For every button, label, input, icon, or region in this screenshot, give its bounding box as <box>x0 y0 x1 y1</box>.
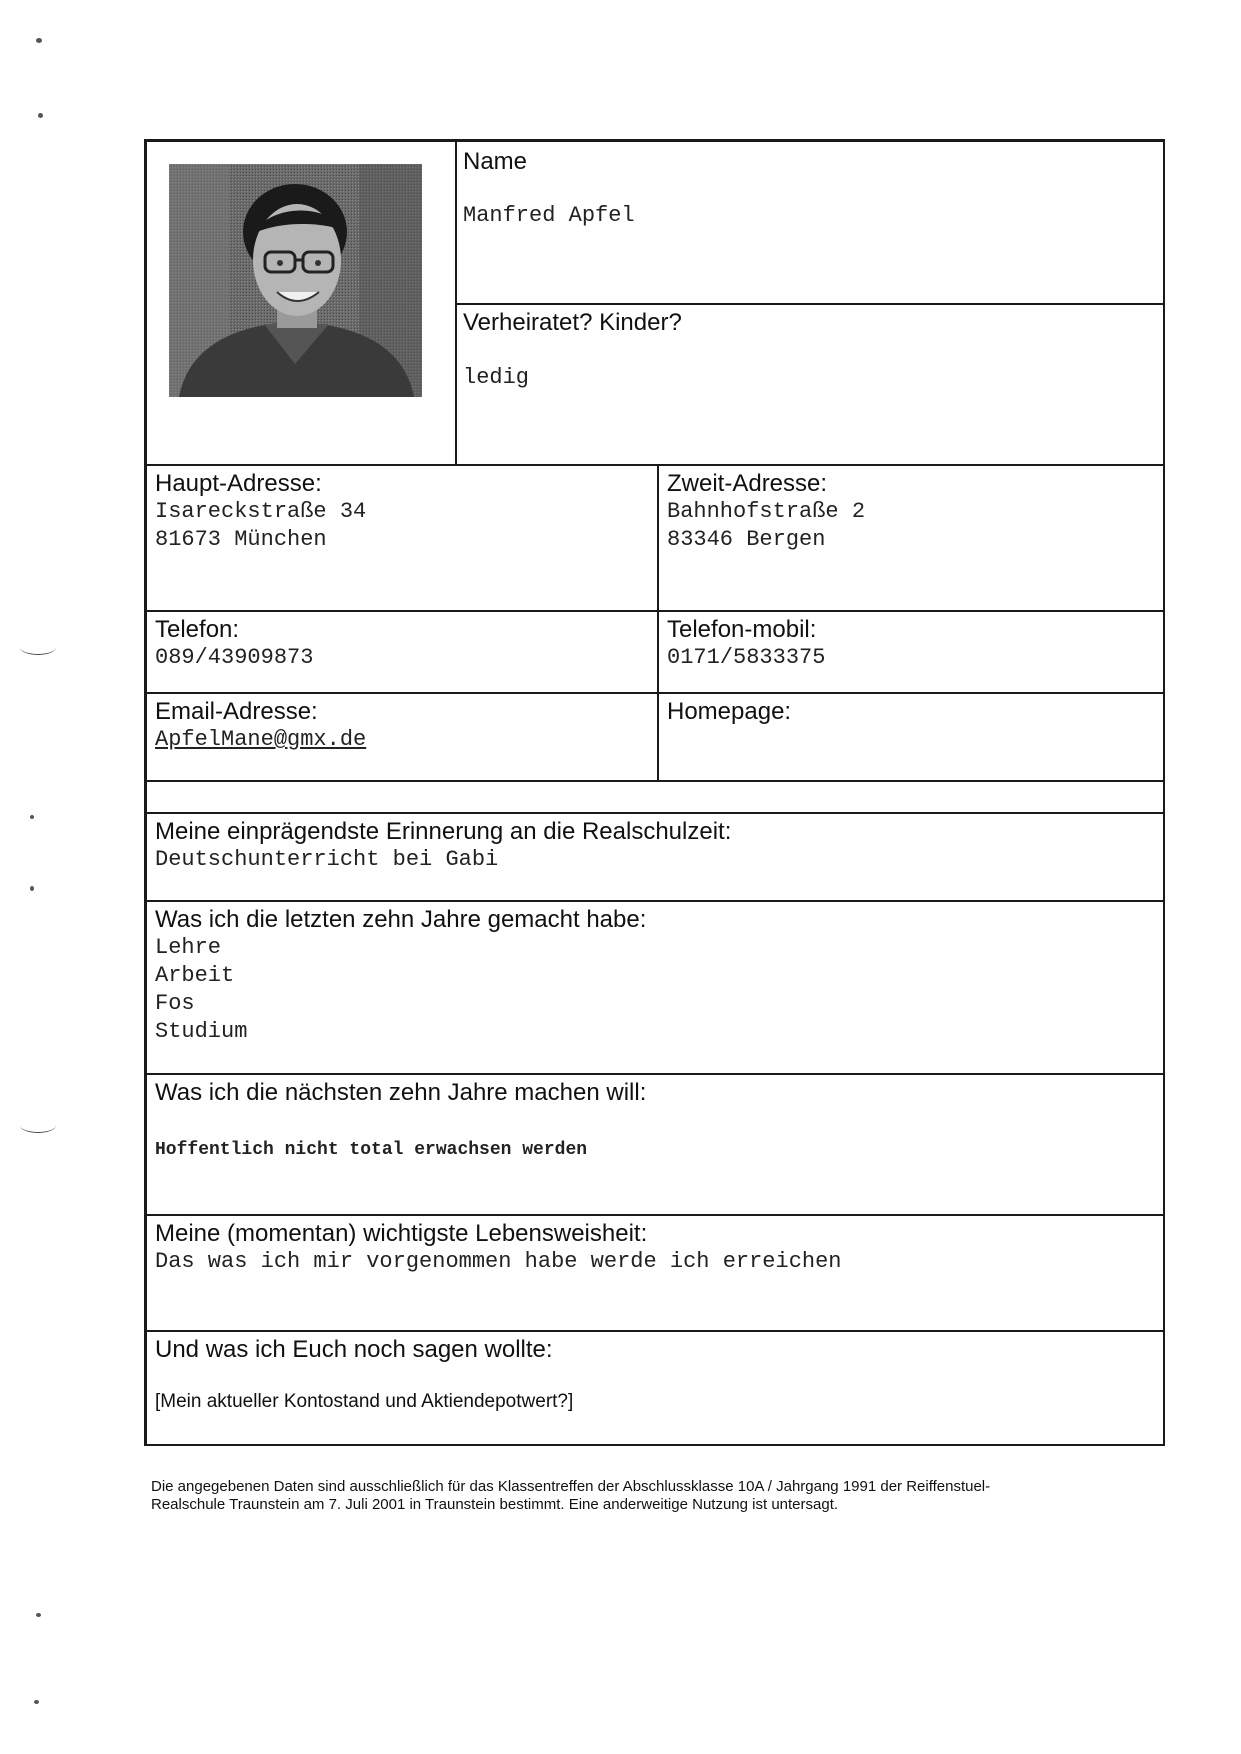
phone-label: Telefon: <box>155 616 240 643</box>
second-address-label: Zweit-Adresse: <box>667 470 828 497</box>
message-cell <box>146 1331 1165 1446</box>
portrait-photo <box>169 164 422 397</box>
scan-speck <box>34 1700 39 1704</box>
list-item: Lehre <box>155 935 222 960</box>
message-label: Und was ich Euch noch sagen wollte: <box>155 1336 553 1363</box>
main-address-cell <box>146 465 658 611</box>
scan-speck <box>30 815 34 819</box>
message-value: [Mein aktueller Kontostand und Aktiendepotwert?] <box>155 1391 574 1412</box>
scan-speck <box>36 38 42 43</box>
scan-speck <box>38 113 43 118</box>
main-address-label: Haupt-Adresse: <box>155 470 322 497</box>
email-cell <box>146 693 658 781</box>
wisdom-label: Meine (momentan) wichtigste Lebensweisheit: <box>155 1220 648 1247</box>
marital-status-value: ledig <box>463 365 530 390</box>
second-address-cell <box>658 465 1165 611</box>
footer-line: Die angegebenen Daten sind ausschließlich für das Klassentreffen der Abschlussklasse 10A / Jahrgang 1991 der Reiffenstuel- <box>151 1478 991 1495</box>
footer-disclaimer <box>151 1478 1111 1514</box>
list-item: Arbeit <box>155 963 235 988</box>
punch-hole-mark <box>20 640 56 655</box>
homepage-label: Homepage: <box>667 698 792 725</box>
last-ten-years-label: Was ich die letzten zehn Jahre gemacht habe: <box>155 906 647 933</box>
next-ten-years-value: Hoffentlich nicht total erwachsen werden <box>155 1140 588 1160</box>
homepage-cell <box>658 693 1165 781</box>
last-ten-years-cell <box>146 901 1165 1074</box>
phone-cell <box>146 611 658 693</box>
profile-form <box>144 139 1165 1446</box>
marital-status-label: Verheiratet? Kinder? <box>463 309 682 336</box>
marital-status-cell <box>456 304 1165 465</box>
name-cell <box>456 141 1165 304</box>
memory-value: Deutschunterricht bei Gabi <box>155 847 499 872</box>
memory-cell <box>146 813 1165 901</box>
next-ten-years-label: Was ich die nächsten zehn Jahre machen will: <box>155 1079 647 1106</box>
mobile-label: Telefon-mobil: <box>667 616 817 643</box>
name-value: Manfred Apfel <box>463 203 635 228</box>
mobile-value: 0171/5833375 <box>667 645 826 670</box>
spacer-row <box>146 781 1165 813</box>
email-link[interactable]: ApfelMane@gmx.de <box>155 727 367 752</box>
email-label: Email-Adresse: <box>155 698 318 725</box>
wisdom-cell <box>146 1215 1165 1331</box>
scan-speck <box>36 1613 41 1617</box>
next-ten-years-cell <box>146 1074 1165 1215</box>
phone-value: 089/43909873 <box>155 645 314 670</box>
list-item: Studium <box>155 1019 248 1044</box>
memory-label: Meine einprägendste Erinnerung an die Realschulzeit: <box>155 818 732 845</box>
footer-line: Realschule Traunstein am 7. Juli 2001 in Traunstein bestimmt. Eine anderweitige Nutzung ist untersagt. <box>151 1496 839 1513</box>
punch-hole-mark <box>20 1118 56 1133</box>
list-item: Fos <box>155 991 195 1016</box>
main-address-line2: 81673 München <box>155 527 327 552</box>
main-address-line1: Isareckstraße 34 <box>155 499 367 524</box>
second-address-line1: Bahnhofstraße 2 <box>667 499 866 524</box>
second-address-line2: 83346 Bergen <box>667 527 826 552</box>
mobile-cell <box>658 611 1165 693</box>
wisdom-value: Das was ich mir vorgenommen habe werde ich erreichen <box>155 1249 842 1274</box>
name-label: Name <box>463 148 528 175</box>
scan-speck <box>30 886 34 891</box>
photo-cell <box>146 141 456 465</box>
